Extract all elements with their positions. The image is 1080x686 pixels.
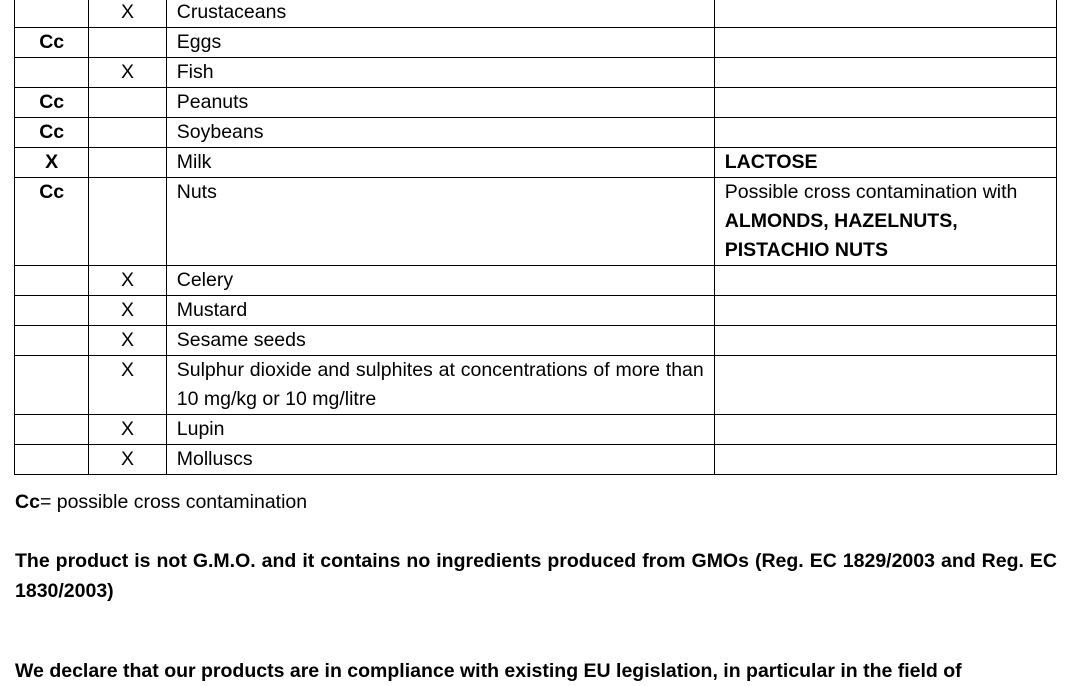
table-row	[15, 118, 1057, 148]
contains-cell	[15, 58, 89, 88]
notes-cell	[714, 28, 1056, 58]
free-cell	[89, 88, 166, 118]
contains-cell	[15, 445, 89, 475]
legend	[15, 489, 307, 515]
compliance-statement: We declare that our products are in compliance with existing EU legislation, in particular in the field of	[15, 660, 962, 682]
table-row	[15, 178, 1057, 266]
nuts-note-prefix: Possible cross contamination with	[724, 181, 1018, 203]
notes-cell	[714, 178, 1056, 266]
allergen-table	[14, 0, 1057, 475]
allergen-cell: Crustaceans	[166, 0, 714, 28]
legend-term: Cc	[15, 491, 40, 513]
allergen-cell: Nuts	[166, 178, 714, 266]
contains-cell: Cc	[15, 118, 89, 148]
table-row	[15, 445, 1057, 475]
contains-cell	[15, 326, 89, 356]
contains-cell: X	[15, 148, 89, 178]
table-row	[15, 266, 1057, 296]
table-row	[15, 88, 1057, 118]
table-row	[15, 356, 1057, 415]
legend-text: = possible cross contamination	[39, 491, 308, 513]
table-row	[15, 28, 1057, 58]
allergen-cell: Milk	[166, 148, 714, 178]
allergen-cell: Molluscs	[166, 445, 714, 475]
allergen-cell: Soybeans	[166, 118, 714, 148]
notes-cell	[714, 266, 1056, 296]
free-cell	[89, 178, 166, 266]
allergen-cell: Celery	[166, 266, 714, 296]
contains-cell: Cc	[15, 88, 89, 118]
table-row	[15, 148, 1057, 178]
free-cell: X	[89, 356, 166, 415]
free-cell	[89, 118, 166, 148]
allergen-cell: Peanuts	[166, 88, 714, 118]
free-cell: X	[89, 0, 166, 28]
free-cell: X	[89, 415, 166, 445]
table-row	[15, 296, 1057, 326]
contains-cell: Cc	[15, 28, 89, 58]
table-row	[15, 58, 1057, 88]
notes-cell	[714, 0, 1056, 28]
contains-cell	[15, 415, 89, 445]
gmo-statement: The product is not G.M.O. and it contains no ingredients produced from GMOs (Reg. EC 1829/2003 and Reg. EC 1830/2003)	[15, 550, 1057, 602]
free-cell	[89, 28, 166, 58]
table-row	[15, 415, 1057, 445]
free-cell	[89, 148, 166, 178]
contains-cell	[15, 0, 89, 28]
free-cell: X	[89, 326, 166, 356]
allergen-cell: Eggs	[166, 28, 714, 58]
table-row	[15, 0, 1057, 28]
contains-cell: Cc	[15, 178, 89, 266]
notes-cell	[714, 88, 1056, 118]
free-cell: X	[89, 296, 166, 326]
notes-cell	[714, 296, 1056, 326]
allergen-cell: Sesame seeds	[166, 326, 714, 356]
contains-cell	[15, 356, 89, 415]
free-cell: X	[89, 445, 166, 475]
notes-cell	[714, 445, 1056, 475]
notes-cell	[714, 415, 1056, 445]
nuts-note-bold: ALMONDS, HAZELNUTS, PISTACHIO NUTS	[724, 210, 958, 261]
free-cell: X	[89, 58, 166, 88]
notes-cell	[714, 356, 1056, 415]
table-row	[15, 326, 1057, 356]
notes-cell	[714, 58, 1056, 88]
notes-cell	[714, 118, 1056, 148]
free-cell: X	[89, 266, 166, 296]
notes-cell: LACTOSE	[714, 148, 1056, 178]
allergen-cell: Sulphur dioxide and sulphites at concentrations of more than 10 mg/kg or 10 mg/litre	[166, 356, 714, 415]
allergen-cell: Fish	[166, 58, 714, 88]
contains-cell	[15, 266, 89, 296]
notes-cell	[714, 326, 1056, 356]
contains-cell	[15, 296, 89, 326]
allergen-cell: Lupin	[166, 415, 714, 445]
allergen-cell: Mustard	[166, 296, 714, 326]
